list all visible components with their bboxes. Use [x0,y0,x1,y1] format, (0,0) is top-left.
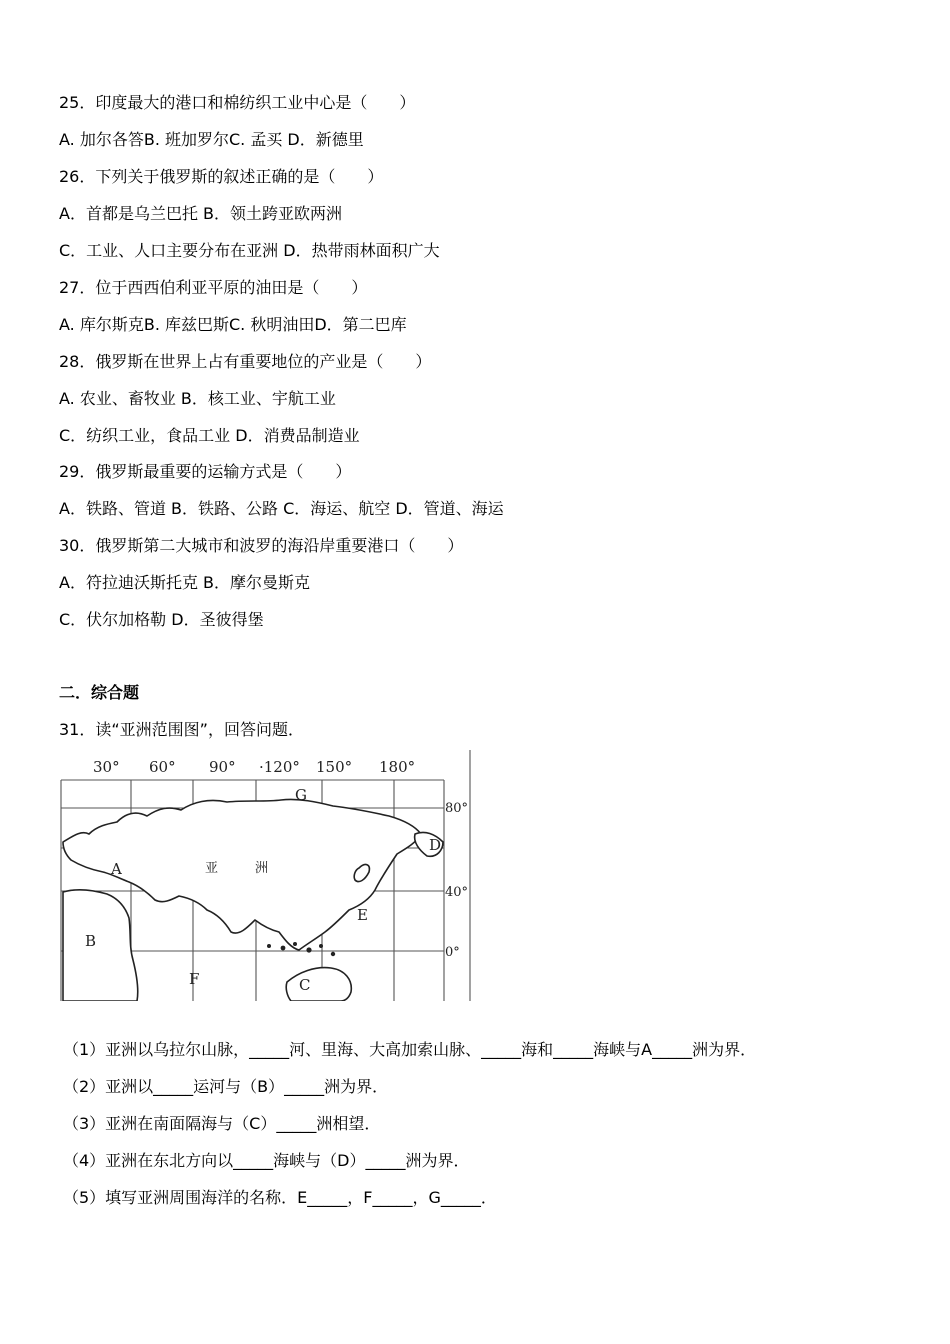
question-30-options-row2: C．伏尔加格勒 D．圣彼得堡 [59,610,264,629]
question-27-options: A. 库尔斯克B. 库兹巴斯C. 秋明油田D．第二巴库 [59,315,407,334]
asia-range-map [59,750,471,1001]
lat-label-40: 40° [445,885,469,900]
question-26-options-row2: C．工业、人口主要分布在亚洲 D．热带雨林面积广大 [59,241,440,260]
question-31-stem: 31．读“亚洲范围图”，回答问题． [59,720,304,739]
section-title: 二．综合题 [59,683,140,702]
question-27-stem: 27．位于西西伯利亚平原的油田是（ ） [59,278,368,297]
question-30-options-row1: A．符拉迪沃斯托克 B．摩尔曼斯克 [59,573,311,592]
lon-label-30: 30° [93,758,120,776]
lat-label-80: 80° [445,801,469,816]
lon-label-180: 180° [379,758,416,776]
map-label-d: D [429,836,442,854]
question-29-options: A．铁路、管道 B．铁路、公路 C．海运、航空 D．管道、海运 [59,499,504,518]
map-label-asia-1: 亚 [205,861,219,876]
question-28-options-row2: C．纺织工业，食品工业 D．消费品制造业 [59,426,360,445]
sub-question-3: （3）亚洲在南面隔海与（C）_____洲相望． [63,1114,381,1133]
question-26-stem: 26．下列关于俄罗斯的叙述正确的是（ ） [59,167,384,186]
map-label-a: A [111,860,122,878]
map-label-asia-2: 洲 [255,861,269,876]
map-label-e: E [357,906,368,924]
lat-label-0: 0° [445,945,460,960]
map-label-g: G [295,786,307,804]
sub-question-2: （2）亚洲以_____运河与（B）_____洲为界． [63,1077,389,1096]
question-29-stem: 29．俄罗斯最重要的运输方式是（ ） [59,462,352,481]
lon-label-90: 90° [209,758,236,776]
map-label-f: F [189,970,200,988]
question-25-options: A. 加尔各答B. 班加罗尔C. 孟买 D．新德里 [59,130,364,149]
question-26-options-row1: A．首都是乌兰巴托 B．领土跨亚欧两洲 [59,204,343,223]
sub-question-4: （4）亚洲在东北方向以_____海峡与（D）_____洲为界． [63,1151,470,1170]
map-label-c: C [299,976,311,994]
lon-label-150: 150° [316,758,353,776]
sub-question-5: （5）填写亚洲周围海洋的名称．E_____，F_____，G_____． [63,1188,497,1207]
question-25-stem: 25．印度最大的港口和棉纺织工业中心是（ ） [59,93,416,112]
sub-question-1: （1）亚洲以乌拉尔山脉，_____河、里海、大高加索山脉、_____海和_____海峡与A_____洲为界． [63,1040,757,1059]
question-28-options-row1: A. 农业、畜牧业 B．核工业、宇航工业 [59,389,336,408]
question-28-stem: 28．俄罗斯在世界上占有重要地位的产业是（ ） [59,352,432,371]
map-label-b: B [85,932,97,950]
question-30-stem: 30．俄罗斯第二大城市和波罗的海沿岸重要港口（ ） [59,536,464,555]
lon-label-120: ·120° [259,758,300,776]
lon-label-60: 60° [149,758,176,776]
